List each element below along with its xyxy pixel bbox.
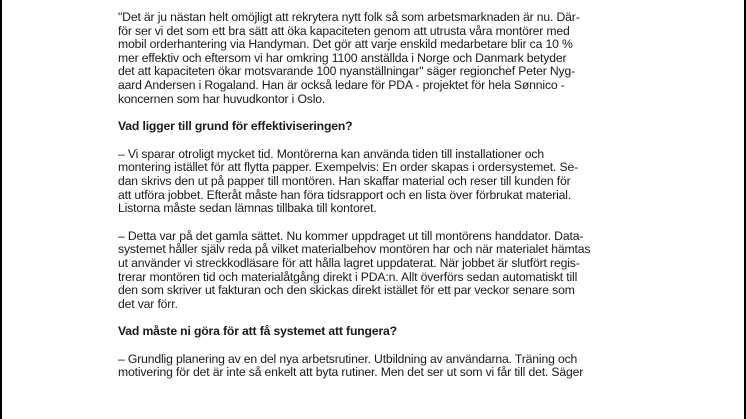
text-line: dan skrivs den ut på papper till montören. Han skaffar material och reser till kunden för xyxy=(118,173,571,188)
text-line: det var förr. xyxy=(118,296,178,311)
section-heading-effectivization: Vad ligger till grund för effektiviseringen? xyxy=(118,119,353,134)
text-line: systemet håller själv reda på vilket materialbehov montören har och när materialet hämtas xyxy=(118,242,591,257)
text-line: aard Andersen i Rogaland. Han är också ledare för PDA - projektet för hela Sønnico - xyxy=(118,77,565,92)
text-line: motivering för det är inte så enkelt att byta rutiner. Men det ser ut som vi får till det. Säger xyxy=(118,365,584,380)
text-line: – Vi sparar otroligt mycket tid. Montörerna kan använda tiden till installationer och xyxy=(118,146,545,161)
answer-paragraph-3 xyxy=(118,353,630,380)
text-line: montering istället för att flytta papper. Exempelvis: En order skapas i ordersystemet. Se- xyxy=(118,160,578,175)
text-line: koncernen som har huvudkontor i Oslo. xyxy=(118,91,326,106)
article-body xyxy=(118,11,630,394)
section-heading-system: Vad måste ni göra för att få systemet att fungera? xyxy=(118,324,397,339)
text-line: mobil orderhantering via Handyman. Det gör att varje enskild medarbetare blir ca 10 % xyxy=(118,37,573,52)
text-line: mer effektiv och eftersom vi har omkring 1100 anställda i Norge och Danmark betyder xyxy=(118,50,567,65)
answer-paragraph-2 xyxy=(118,230,630,312)
text-line: Listorna måste sedan lämnas tillbaka till kontoret. xyxy=(118,201,377,216)
text-line: att utföra jobbet. Efteråt måste han föra tidsrapport och en lista över förbrukat material. xyxy=(118,187,572,202)
text-line: det att kapaciteten ökar motsvarande 100 nyanställningar" säger regionchef Peter Nyg- xyxy=(118,64,576,79)
quote-paragraph xyxy=(118,11,630,106)
text-line: – Detta var på det gamla sättet. Nu kommer uppdraget ut till montörens handdator. Data- xyxy=(118,228,584,243)
answer-paragraph-1 xyxy=(118,148,630,216)
text-line: den som skriver ut fakturan och den skickas direkt istället för ett par veckor senare som xyxy=(118,283,575,298)
text-line: – Grundlig planering av en del nya arbetsrutiner. Utbildning av användarna. Träning och xyxy=(118,351,578,366)
text-line: "Det är ju nästan helt omöjligt att rekrytera nytt folk så som arbetsmarknaden är nu. Där- xyxy=(118,10,580,24)
text-line: trerar montören tid och materialåtgång direkt i PDA:n. Allt överförs sedan automatiskt till xyxy=(118,269,578,284)
text-line: för ser vi det som ett bra sätt att öka kapaciteten genom att utrusta våra montörer med xyxy=(118,23,570,38)
text-line: ut använder vi streckkodläsare för att hålla lagret uppdaterat. När jobbet är slutfört regis- xyxy=(118,255,580,270)
